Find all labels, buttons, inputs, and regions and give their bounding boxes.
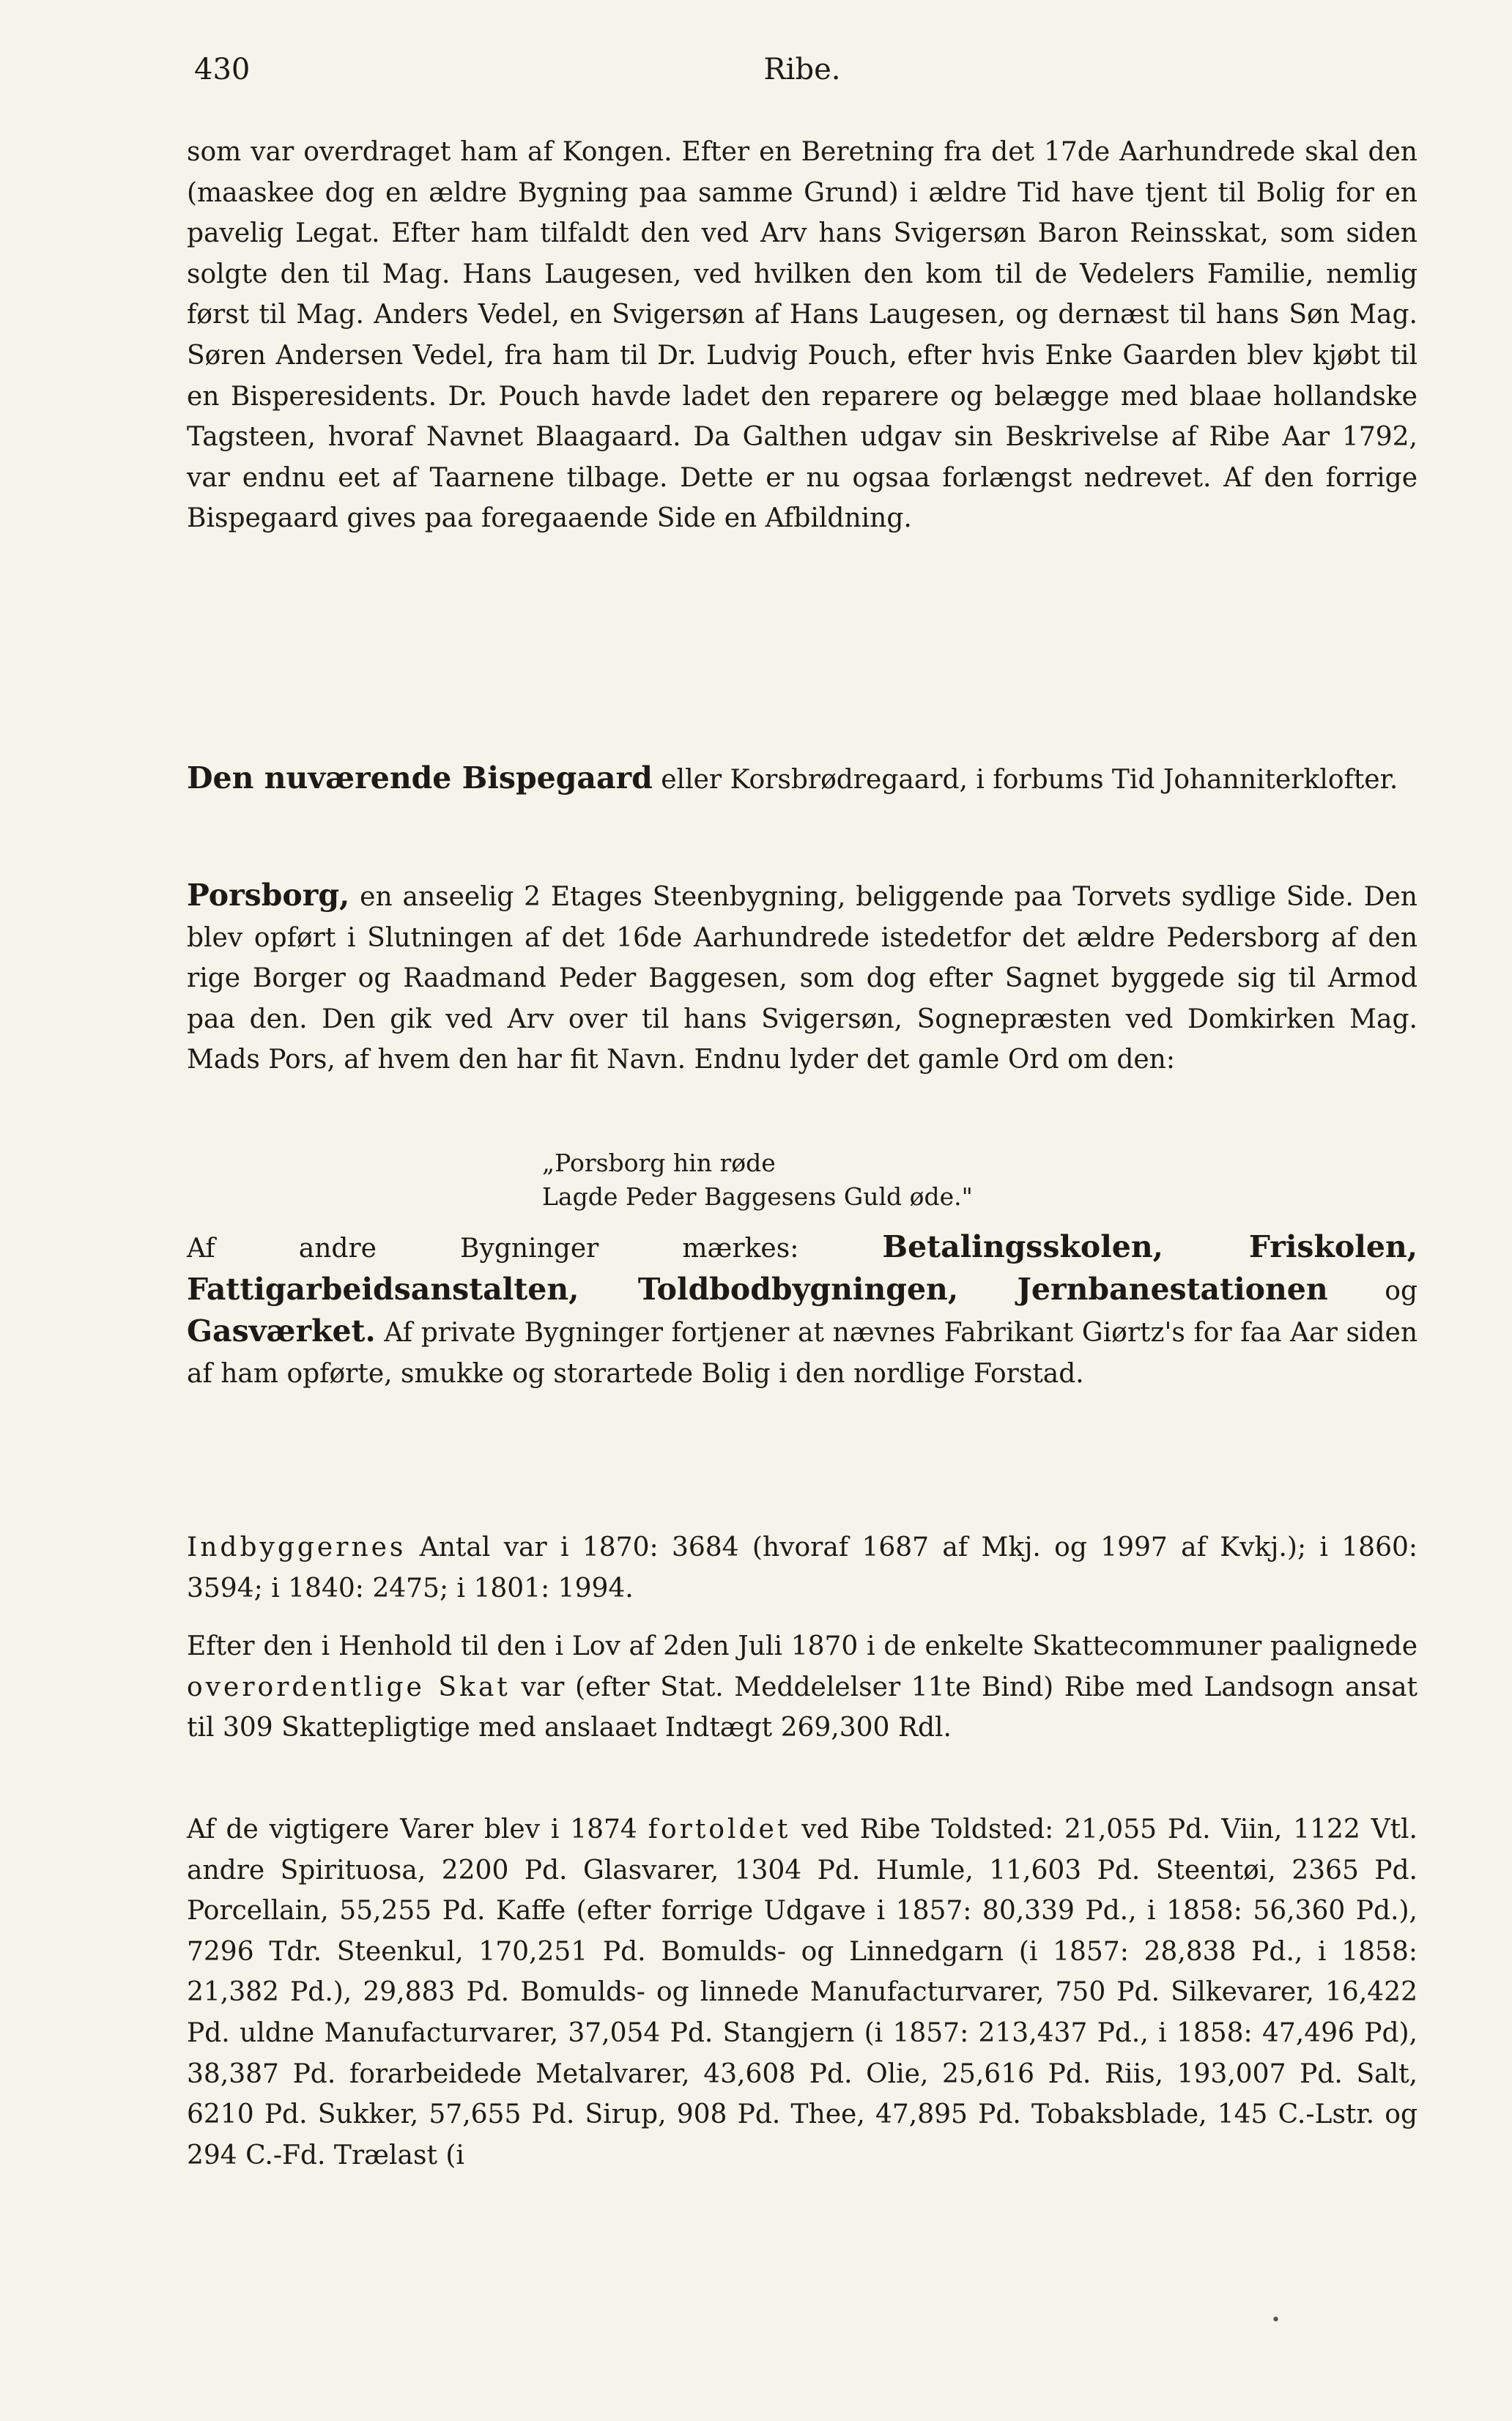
customs-text-pre: Af de vigtigere Varer blev i 1874 — [187, 1814, 648, 1845]
paragraph-tax — [187, 1626, 1418, 1749]
ink-mark: • — [1271, 2311, 1281, 2329]
customs-heading: fortoldet — [648, 1814, 791, 1845]
verse-line-1: „Porsborg hin røde — [542, 1149, 776, 1177]
buildings-conjunction: og — [1327, 1275, 1418, 1306]
entry-text: en anseelig 2 Etages Steenbygning, beliggende paa Torvets sydlige Side. Den blev opført i Slutningen af det 16de Aarhundrede istedetfor det ældre Pedersborg af den rige Borger og Raadmand Peder Baggesen, som dog efter Sagnet byggede sig til Armod paa den. Den gik ved Arv over til hans Svigersøn, Sognepræsten ved Domkirken Mag. Mads Pors, af hvem den har fit Navn. Endnu lyder det gamle Ord om den: — [187, 882, 1418, 1075]
paragraph-bispegaard-history — [187, 132, 1418, 539]
paragraph-other-buildings — [187, 1227, 1418, 1394]
customs-text-post: ved Ribe Toldsted: 21,055 Pd. Viin, 1122 Vtl. andre Spirituosa, 2200 Pd. Glasvarer, 1304 Pd. Humle, 11,603 Pd. Steentøi, 2365 Pd. Porcellain, 55,255 Pd. Kaffe (efter forrige Udgave i 1857: 80,339 Pd., i 1858: 56,360 Pd.), 7296 Tdr. Steenkul, 170,251 Pd. Bomulds- og Linnedgarn (i 1857: 28,838 Pd., i 1858: 21,382 Pd.), 29,883 Pd. Bomulds- og linnede Manufacturvarer, 750 Pd. Silkevarer, 16,422 Pd. uldne Manufacturvarer, 37,054 Pd. Stangjern (i 1857: 213,437 Pd., i 1858: 47,496 Pd), 38,387 Pd. forarbeidede Metalvarer, 43,608 Pd. Olie, 25,616 Pd. Riis, 193,007 Pd. Salt, 6210 Pd. Sukker, 57,655 Pd. Sirup, 908 Pd. Thee, 47,895 Pd. Tobaksblade, 145 C.-Lstr. og 294 C.-Fd. Trælast (i — [187, 1814, 1418, 2170]
paragraph-bispegaard-current — [187, 758, 1418, 801]
page-number: 430 — [194, 53, 251, 86]
paragraph-porsborg — [187, 875, 1418, 1080]
population-heading: Indbyggernes — [187, 1532, 407, 1562]
paragraph-text: som var overdraget ham af Kongen. Efter en Beretning fra det 17de Aarhundrede skal den (maaskee dog en ældre Bygning paa samme Grund) i ældre Tid have tjent til Bolig for en pavelig Legat. Efter ham tilfaldt den ved Arv hans Svigersøn Baron Reinsskat, som siden solgte den til Mag. Hans Laugesen, ved hvilken den kom til de Vedelers Familie, nemlig først til Mag. Anders Vedel, en Svigersøn af Hans Laugesen, og dernæst til hans Søn Mag. Søren Andersen Vedel, fra ham til Dr. Ludvig Pouch, efter hvis Enke Gaarden blev kjøbt til en Bisperesidents. Dr. Pouch havde ladet den reparere og belægge med blaae hollandske Tagsteen, hvoraf Navnet Blaagaard. Da Galthen udgav sin Beskrivelse af Ribe Aar 1792, var endnu eet af Taarnene tilbage. Dette er nu ogsaa forlængst nedrevet. Af den forrige Bispegaard gives paa foregaaende Side en Afbildning. — [187, 137, 1418, 534]
tax-heading: overordentlige Skat — [187, 1672, 511, 1702]
book-page — [187, 44, 1418, 2373]
paragraph-customs — [187, 1809, 1418, 2176]
public-buildings-list: Betalingsskolen, Friskolen, Fattigarbeidsanstalten, Toldbodbygningen, Jernbanestationen — [187, 1229, 1418, 1307]
paragraph-population — [187, 1527, 1418, 1609]
verse-line-2: Lagde Peder Baggesens Guld øde." — [542, 1182, 973, 1211]
entry-text: eller Korsbrødregaard, i forbums Tid Johanniterklofter. — [652, 765, 1398, 795]
tax-text-post: var (efter Stat. Meddelelser 11te Bind) Ribe med Landsogn ansat til 309 Skattepligtige med anslaaet Indtægt 269,300 Rdl. — [187, 1672, 1418, 1743]
entry-heading: Porsborg, — [187, 878, 350, 913]
tax-text-pre: Efter den i Henhold til den i Lov af 2den Juli 1870 i de enkelte Skattecommuner paalignede — [187, 1631, 1418, 1661]
population-text: Antal var i 1870: 3684 (hvoraf 1687 af Mkj. og 1997 af Kvkj.); i 1860: 3594; i 1840: 2475; i 1801: 1994. — [187, 1532, 1418, 1604]
entry-heading: Den nuværende Bispegaard — [187, 760, 653, 796]
verse-quote — [187, 1146, 1418, 1214]
running-head — [187, 44, 1418, 103]
running-title: Ribe. — [763, 53, 841, 86]
gasworks-label: Gasværket. — [187, 1313, 376, 1349]
buildings-lead: Af andre Bygninger mærkes: — [187, 1234, 883, 1264]
private-buildings-text: Af private Bygninger fortjener at nævnes Fabrikant Giørtz's for faa Aar siden af ham opførte, smukke og storartede Bolig i den nordlige Forstad. — [187, 1318, 1418, 1389]
